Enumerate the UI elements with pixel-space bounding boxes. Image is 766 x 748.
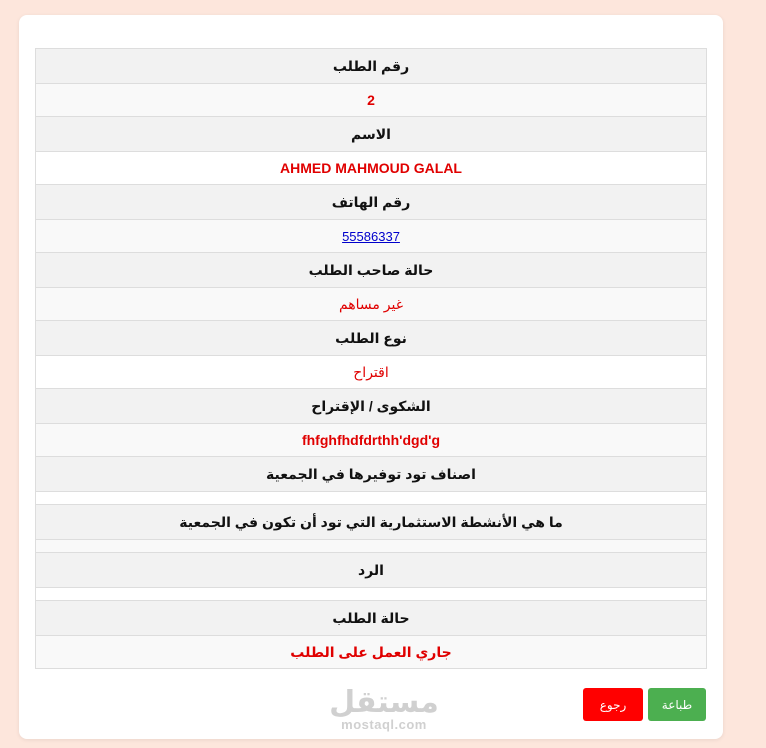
- label-row: [36, 389, 707, 424]
- value-row: [36, 540, 707, 553]
- watermark-domain: mostaql.com: [341, 717, 427, 732]
- field-value: اقتراح: [36, 356, 707, 389]
- field-value: fhfghfhdfdrthh'dgd'g: [36, 424, 707, 457]
- value-row: [36, 152, 707, 185]
- field-label: ما هي الأنشطة الاستثمارية التي تود أن تكون في الجمعية: [36, 505, 707, 540]
- label-row: [36, 117, 707, 152]
- value-row: [36, 84, 707, 117]
- field-label: رقم الهاتف: [36, 185, 707, 220]
- field-value: AHMED MAHMOUD GALAL: [36, 152, 707, 185]
- field-value: غير مساهم: [36, 288, 707, 321]
- label-row: [36, 321, 707, 356]
- value-row: [36, 356, 707, 389]
- label-row: [36, 457, 707, 492]
- value-row: [36, 492, 707, 505]
- label-row: [36, 253, 707, 288]
- request-details-table: [35, 48, 707, 669]
- field-value: [36, 492, 707, 505]
- request-details-card: [19, 15, 723, 739]
- label-row: [36, 185, 707, 220]
- field-value: جاري العمل على الطلب: [36, 636, 707, 669]
- field-value: [36, 588, 707, 601]
- print-button[interactable]: طباعة: [648, 688, 706, 721]
- value-row: [36, 424, 707, 457]
- value-row: [36, 636, 707, 669]
- label-row: [36, 601, 707, 636]
- label-row: [36, 49, 707, 84]
- field-label: الرد: [36, 553, 707, 588]
- label-row: [36, 553, 707, 588]
- back-button[interactable]: رجوع: [583, 688, 643, 721]
- label-row: [36, 505, 707, 540]
- field-value: [36, 540, 707, 553]
- field-value-cell: [36, 220, 707, 253]
- field-label: نوع الطلب: [36, 321, 707, 356]
- value-row: [36, 288, 707, 321]
- field-label: الشكوى / الإقتراح: [36, 389, 707, 424]
- mostaql-watermark: [319, 686, 449, 732]
- field-label: حالة الطلب: [36, 601, 707, 636]
- watermark-logo-text: مستقل: [329, 686, 439, 719]
- phone-link[interactable]: 55586337: [342, 229, 400, 244]
- field-label: رقم الطلب: [36, 49, 707, 84]
- field-label: اصناف تود توفيرها في الجمعية: [36, 457, 707, 492]
- value-row: [36, 220, 707, 253]
- field-value: 2: [36, 84, 707, 117]
- field-label: حالة صاحب الطلب: [36, 253, 707, 288]
- field-label: الاسم: [36, 117, 707, 152]
- value-row: [36, 588, 707, 601]
